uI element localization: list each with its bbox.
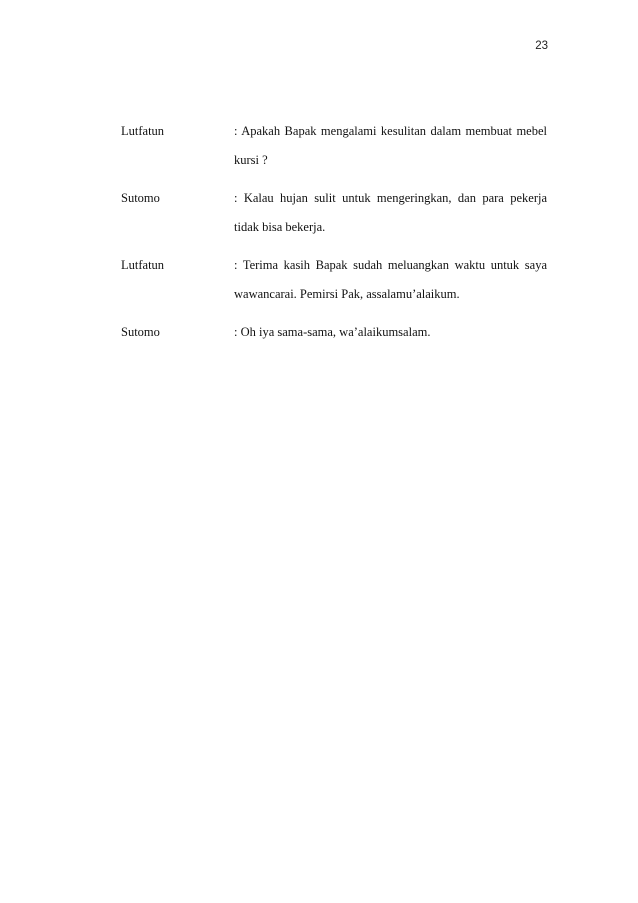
utterance-text: : Terima kasih Bapak sudah meluangkan waktu untuk saya wawancarai. Pemirsi Pak, assalamu’alaikum.: [234, 258, 547, 301]
transcript-entry: [121, 318, 547, 347]
utterance-text: : Apakah Bapak mengalami kesulitan dalam membuat mebel kursi ?: [234, 124, 547, 167]
utterance-text: : Oh iya sama-sama, wa’alaikumsalam.: [234, 325, 431, 339]
speaker-name: Lutfatun: [121, 124, 165, 138]
speaker-name: Sutomo: [121, 325, 160, 339]
speaker-name: Lutfatun: [121, 258, 165, 272]
speaker-name: Sutomo: [121, 191, 160, 205]
transcript-entry: [121, 251, 547, 309]
interview-transcript: [121, 117, 547, 356]
transcript-entry: [121, 117, 547, 175]
page-number: 23: [535, 40, 548, 52]
transcript-entry: [121, 184, 547, 242]
utterance-text: : Kalau hujan sulit untuk mengeringkan, dan para pekerja tidak bisa bekerja.: [234, 191, 547, 234]
